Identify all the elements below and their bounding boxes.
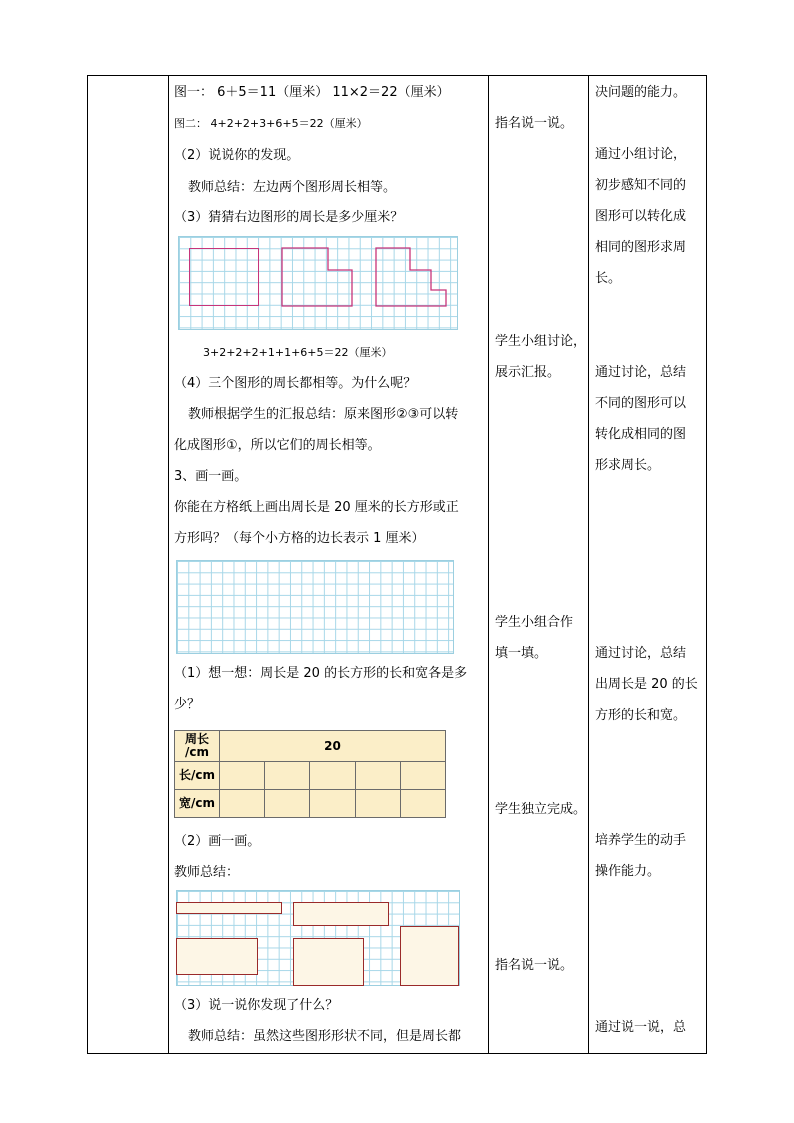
table-cell[interactable] [220,790,265,818]
intent-3-line3: 转化成相同的图 [595,427,687,442]
think-question-line1: （1）想一想：周长是 20 的长方形的长和宽各是多 [174,666,468,681]
section-3-question-line1: 你能在方格纸上画出周长是 20 厘米的长方形或正 [174,500,459,515]
intent-2-line1: 通过小组讨论， [595,147,687,162]
intent-2-line2: 初步感知不同的 [595,178,687,193]
table-header-value: 20 [220,731,446,762]
draw-instruction: （2）画一画。 [174,834,261,849]
intent-3-line1: 通过讨论，总结 [595,365,687,380]
perimeter-table [174,730,446,818]
fig1-calculation: 图一： 6＋5＝11（厘米） 11×2＝22（厘米） [174,85,450,100]
table-header-label: 周长 /cm [175,731,220,762]
student-activity-2-line2: 展示汇报。 [495,365,561,380]
intent-6: 通过说一说，总 [595,1020,687,1035]
section-3-title: 3、画一画。 [174,469,248,484]
question-3: （3）猜猜右边图形的周长是多少厘米？ [174,210,404,225]
table-cell[interactable] [265,790,310,818]
question-4-summary-line1: 教师根据学生的汇报总结：原来图形②③可以转 [188,407,459,422]
shape-3-outline [376,248,446,306]
student-activity-3-line1: 学生小组合作 [495,615,574,630]
student-activity-1: 指名说一说。 [495,116,574,131]
table-cell[interactable] [400,790,445,818]
table-cell[interactable] [220,762,265,790]
intent-4-line1: 通过讨论，总结 [595,646,687,661]
student-activity-4: 学生独立完成。 [495,802,587,817]
intent-2-line4: 相同的图形求周 [595,240,687,255]
table-cell[interactable] [400,762,445,790]
intent-3-line4: 形求周长。 [595,458,661,473]
table-row-length-label: 长/cm [175,762,220,790]
table-cell[interactable] [265,762,310,790]
table-row-width-label: 宽/cm [175,790,220,818]
student-activity-5: 指名说一说。 [495,958,574,973]
intent-5-line2: 操作能力。 [595,864,661,879]
intent-4-line2: 出周长是 20 的长 [595,677,698,692]
table-cell[interactable] [355,762,400,790]
intent-2-line5: 长。 [595,271,622,286]
rectangle-wide [293,902,389,926]
rectangle-tall [293,938,364,986]
table-cell[interactable] [310,790,355,818]
question-2: （2）说说你的发现。 [174,148,300,163]
fig2-calculation: 图二： 4+2+2+3+6+5＝22（厘米） [174,117,368,130]
question-4: （4）三个图形的周长都相等。为什么呢？ [174,376,417,391]
intent-2-line3: 图形可以转化成 [595,209,687,224]
shape-3-formula: 3+2+2+2+1+1+6+5＝22（厘米） [203,346,393,359]
table-cell[interactable] [355,790,400,818]
shape-2-outline [282,248,352,306]
table-cell[interactable] [310,762,355,790]
final-summary: 教师总结：虽然这些图形形状不同，但是周长都 [188,1029,462,1044]
student-activity-2-line1: 学生小组讨论， [495,334,587,349]
question-2-summary: 教师总结：左边两个图形周长相等。 [188,180,397,195]
intent-1: 决问题的能力。 [595,85,687,100]
section-3-question-line2: 方形吗？（每个小方格的边长表示 1 厘米） [174,531,425,546]
student-activity-3-line2: 填一填。 [495,646,548,661]
teacher-summary-label: 教师总结： [174,865,240,880]
rectangle-long-thin [176,902,282,914]
say-question: （3）说一说你发现了什么？ [174,998,339,1013]
question-4-summary-line2: 化成图形①，所以它们的周长相等。 [174,438,381,453]
rectangle-medium [176,938,258,975]
intent-3-line2: 不同的图形可以 [595,396,687,411]
empty-grid [176,560,454,654]
intent-4-line3: 方形的长和宽。 [595,708,687,723]
think-question-line2: 少？ [174,697,201,712]
square [400,926,459,986]
intent-5-line1: 培养学生的动手 [595,833,687,848]
